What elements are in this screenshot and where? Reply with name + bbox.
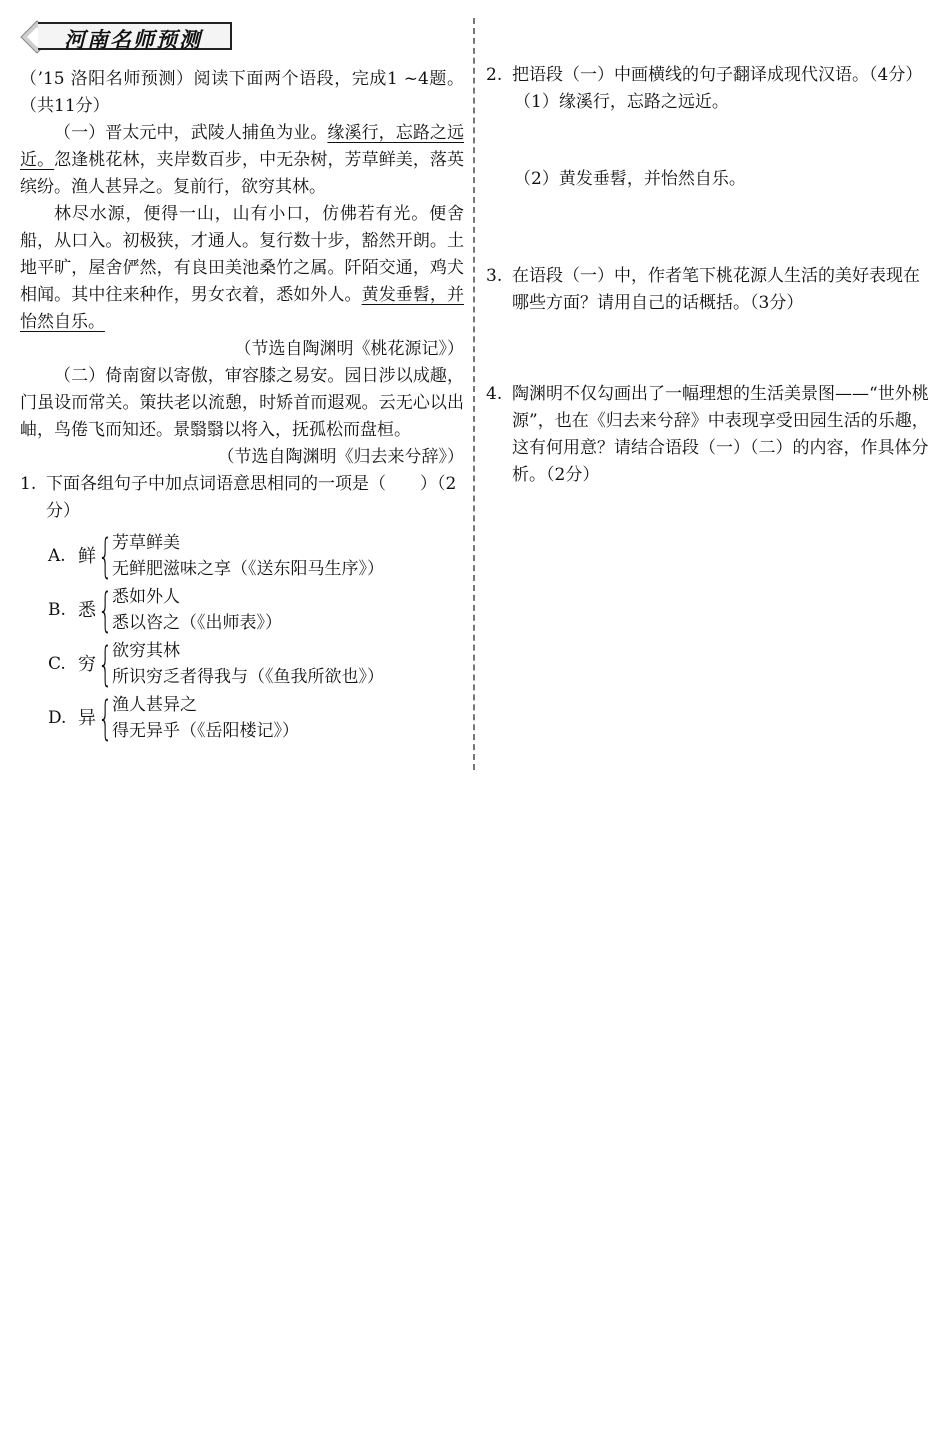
option-a[interactable]: [48, 529, 464, 583]
answer-space[interactable]: [514, 193, 932, 263]
option-line: 欲穷其林: [112, 641, 180, 661]
option-line: 无鲜肥滋味之享（《送东阳马生序》）: [112, 559, 384, 579]
option-letter: B.: [48, 599, 66, 620]
option-letter: A.: [48, 545, 66, 566]
passage2-text: （二）倚南窗以寄傲，审容膝之易安。园日涉以成趣，门虽设而常关。策扶老以流憩，时矫首而遐观。云无心以出岫，鸟倦飞而知还。景翳翳以将入，抚孤松而盘桓。: [20, 366, 464, 440]
passage1-text: 忽逢桃花林，夹岸数百步，中无杂树，芳草鲜美，落英缤纷。渔人甚异之。复前行，欲穷其林。: [20, 150, 465, 197]
left-column: [20, 66, 464, 745]
option-char: 鲜: [78, 545, 96, 567]
option-lines: [112, 692, 299, 744]
brace-icon: {: [98, 583, 113, 637]
question-1: [20, 471, 464, 525]
option-line: 渔人甚异之: [112, 695, 197, 715]
option-letter: C.: [48, 653, 66, 674]
question-text: 下面各组句子中加点词语意思相同的一项是（ ）（2分）: [46, 474, 457, 521]
passage1-text: 林尽水源，便得一山，山有小口，仿佛若有光。便舍船，从口入。初极狭，才通人。复行数十步，豁然开朗。土地平旷，屋舍俨然，有良田美池桑竹之属。阡陌交通，鸡犬相闻。其中往来种作，男女衣着，悉如外人。: [20, 204, 464, 305]
question-text: 把语段（一）中画横线的句子翻译成现代汉语。（4分）: [512, 65, 923, 85]
question-2: [486, 62, 932, 89]
option-lines: [112, 530, 384, 582]
option-letter: D.: [48, 707, 67, 728]
passage1-paragraph2: [20, 201, 464, 336]
option-char: 异: [78, 707, 96, 729]
question-number: 2.: [486, 65, 503, 85]
option-lines: [112, 584, 282, 636]
passage1-text: （一）晋太元中，武陵人捕鱼为业。: [54, 123, 328, 143]
question-text: 陶渊明不仅勾画出了一幅理想的生活美景图——“世外桃源”，也在《归去来兮辞》中表现享受田园生活的乐趣，这有何用意？请结合语段（一）（二）的内容，作具体分析。（2分）: [512, 384, 929, 485]
underlined-sentence-2: 黄发垂髫，并怡然自乐。: [20, 285, 465, 332]
option-d[interactable]: [48, 691, 464, 745]
question-number: 4.: [486, 384, 503, 404]
question-1-options: [20, 529, 464, 745]
question-4: [486, 381, 932, 489]
intro-text: （’15 洛阳名师预测）阅读下面两个语段，完成1 ~4题。（共11分）: [20, 69, 464, 116]
option-b[interactable]: [48, 583, 464, 637]
question-3: [486, 263, 932, 317]
option-line: 悉如外人: [112, 587, 180, 607]
subquestion-1: （1）缘溪行，忘路之远近。: [514, 92, 729, 112]
option-line: 所识穷乏者得我与（《鱼我所欲也》）: [112, 667, 384, 687]
header-title: 河南名师预测: [64, 28, 202, 52]
question-2-subitems: [514, 89, 932, 263]
question-number: 3.: [486, 266, 503, 286]
passage2-source: （节选自陶渊明《归去来兮辞》）: [217, 447, 464, 467]
answer-space[interactable]: [514, 116, 932, 166]
option-line: 芳草鲜美: [112, 533, 180, 553]
section-header: [20, 20, 234, 54]
column-divider: [473, 18, 475, 770]
answer-space[interactable]: [486, 317, 932, 381]
underlined-sentence-1: 缘溪行，忘路之远近。: [20, 123, 464, 170]
right-column: [486, 62, 932, 489]
question-number: 1.: [20, 474, 37, 494]
passage1-paragraph1: [20, 120, 464, 201]
option-char: 悉: [78, 599, 96, 621]
option-line: 得无异乎（《岳阳楼记》）: [112, 721, 299, 741]
subquestion-2: （2）黄发垂髫，并怡然自乐。: [514, 169, 746, 189]
option-char: 穷: [78, 653, 96, 675]
passage1-source: （节选自陶渊明《桃花源记》）: [234, 339, 464, 359]
question-text: 在语段（一）中，作者笔下桃花源人生活的美好表现在哪些方面？请用自己的话概括。（3分）: [512, 266, 920, 313]
option-c[interactable]: [48, 637, 464, 691]
option-lines: [112, 638, 384, 690]
option-line: 悉以咨之（《出师表》）: [112, 613, 282, 633]
brace-icon: {: [98, 691, 113, 745]
brace-icon: {: [98, 637, 113, 691]
brace-icon: {: [98, 529, 113, 583]
